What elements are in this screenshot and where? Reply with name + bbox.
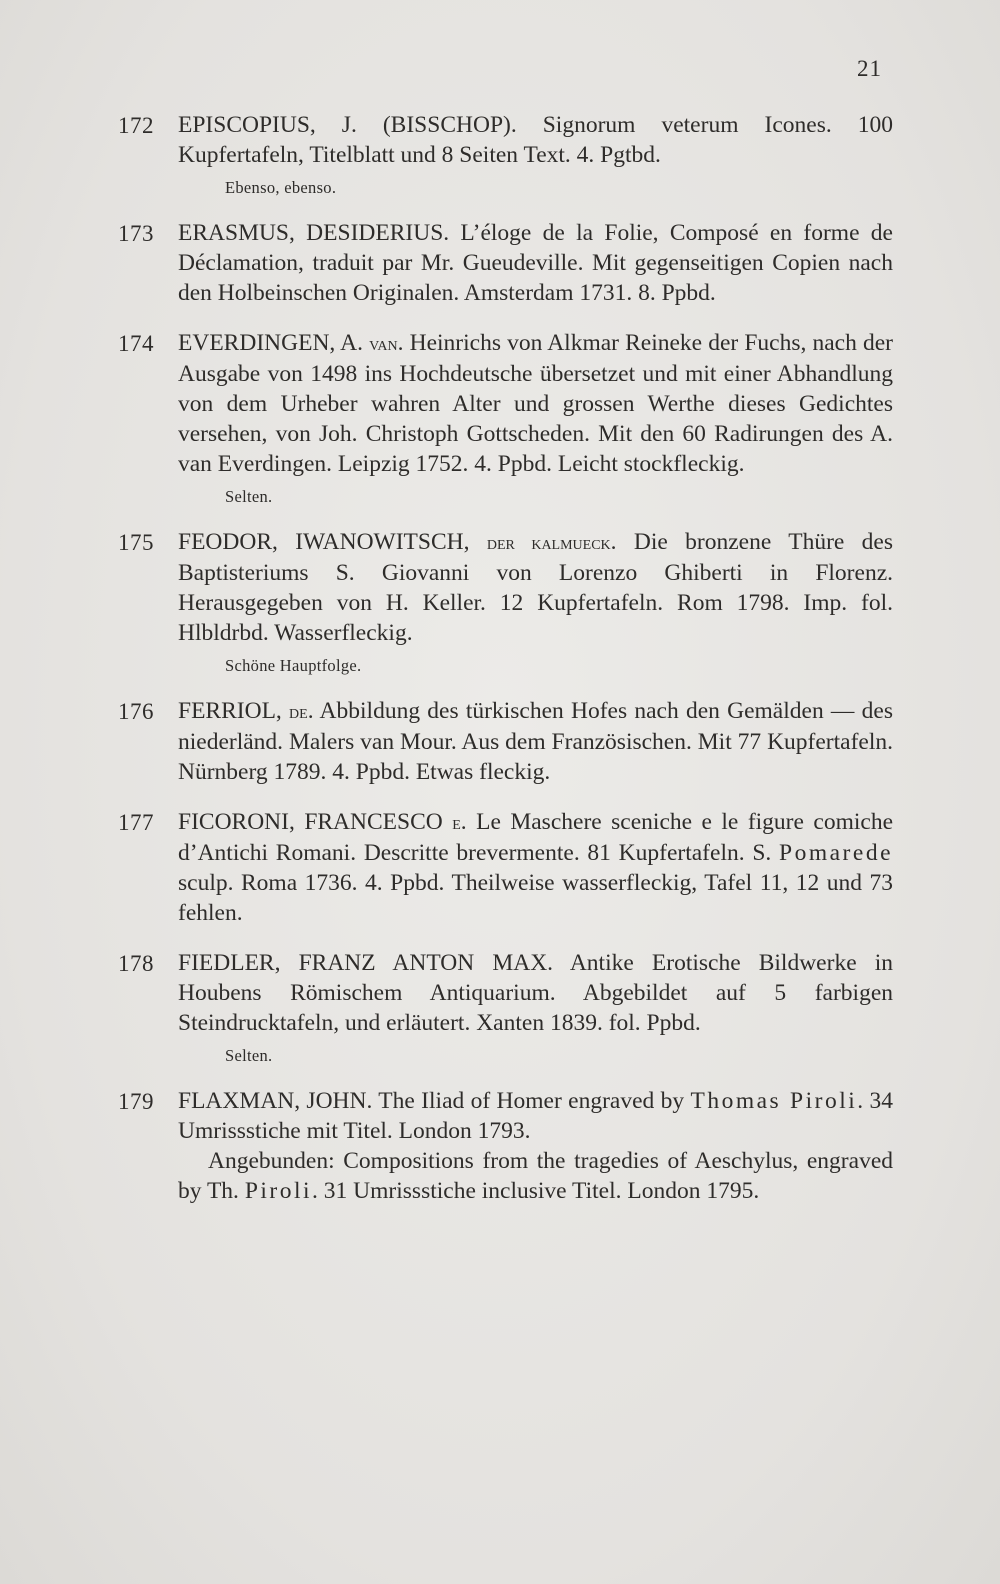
- entry-text-smallcaps: e: [452, 812, 461, 834]
- catalog-entry-178: [118, 948, 893, 1066]
- entry-number: 176: [118, 699, 154, 724]
- catalog-entry-173: [118, 218, 893, 308]
- entry-text-part: . Die bronzene Thüre des Baptisteriums S. Giovanni von Lorenzo Ghiberti in Florenz. Herausgegeben von H. Keller. 12 Kupfertafeln. Rom 1798. Imp. fol. Hlbldrbd. Wasserfleckig.: [178, 529, 893, 646]
- entry-text: [178, 807, 893, 928]
- catalog-entry-179: [118, 1086, 893, 1206]
- entry-text-part: . Abbildung des türkischen Hofes nach den Gemälden — des niederländ. Malers van Mour. Aus dem Französischen. Mit 77 Kupfertafeln. Nürnberg 1789. 4. Ppbd. Etwas fleckig.: [178, 698, 893, 785]
- entry-number: 178: [118, 951, 154, 976]
- catalog-entry-175: [118, 527, 893, 676]
- entry-text-part: FERRIOL,: [178, 698, 290, 724]
- catalog-entry-177: [118, 807, 893, 928]
- entry-text-smallcaps: der kalmueck: [486, 532, 611, 554]
- entry-text: [178, 696, 893, 787]
- entry-number: 173: [118, 221, 154, 246]
- page-number: 21: [857, 56, 882, 81]
- entry-text-part: Angebunden: Compositions from the tragedies of Aeschylus, engraved by Th.: [178, 1148, 893, 1204]
- entry-text: ERASMUS, DESIDERIUS. L’éloge de la Folie, Composé en forme de Déclamation, traduit par Mr. Gueudeville. Mit gegenseitigen Copien nach den Holbeinschen Originalen. Amsterdam 1731. 8. Ppbd.: [178, 220, 893, 306]
- entry-number: 177: [118, 810, 154, 835]
- entry-text: [178, 527, 893, 648]
- entry-note: Schöne Hauptfolge.: [225, 656, 362, 675]
- entry-note: Selten.: [225, 1046, 273, 1065]
- catalog-entries: [118, 110, 893, 1226]
- entry-text-part: sculp. Roma 1736. 4. Ppbd. Theilweise wasserfleckig, Tafel 11, 12 und 73 fehlen.: [178, 870, 893, 926]
- entry-text-part: . Le Maschere sceniche e le figure comiche d’Antichi Romani. Descritte brevermente. 81 Kupfertafeln. S.: [178, 809, 893, 866]
- entry-note: Selten.: [225, 487, 273, 506]
- entry-text-spaced: Thomas Piroli: [690, 1088, 858, 1114]
- entry-text-smallcaps: de: [289, 701, 308, 723]
- entry-text-part: . 34 Umrissstiche mit Titel. London 1793.: [178, 1088, 893, 1144]
- entry-text-part: . 31 Umrissstiche inclusive Titel. London 1795.: [312, 1178, 760, 1204]
- entry-text: EPISCOPIUS, J. (BISSCHOP). Signorum veterum Icones. 100 Kupfertafeln, Titelblatt und 8 Seiten Text. 4. Pgtbd.: [178, 112, 893, 168]
- entry-text: FIEDLER, FRANZ ANTON MAX. Antike Erotische Bildwerke in Houbens Römischem Antiquarium. Abgebildet auf 5 farbigen Steindrucktafeln, und erläutert. Xanten 1839. fol. Ppbd.: [178, 950, 893, 1036]
- catalog-entry-176: [118, 696, 893, 787]
- entry-text-spaced: Piroli: [244, 1178, 313, 1204]
- entry-text-smallcaps: van: [369, 333, 398, 355]
- entry-text-part: EVERDINGEN, A.: [178, 330, 370, 356]
- entry-continuation: [178, 1146, 893, 1206]
- entry-text: [178, 328, 893, 479]
- entry-text-spaced: Pomarede: [779, 840, 893, 866]
- catalog-entry-174: [118, 328, 893, 507]
- entry-text-part: FLAXMAN, JOHN. The Iliad of Homer engraved by: [178, 1088, 691, 1114]
- entry-number: 174: [118, 331, 154, 356]
- entry-number: 172: [118, 113, 154, 138]
- entry-note: Ebenso, ebenso.: [225, 178, 337, 197]
- entry-text-part: FICORONI, FRANCESCO: [178, 809, 453, 835]
- entry-text: [178, 1086, 893, 1146]
- entry-number: 175: [118, 530, 154, 555]
- catalog-entry-172: [118, 110, 893, 198]
- entry-text-part: FEODOR, IWANOWITSCH,: [178, 529, 487, 555]
- entry-text-part: . Heinrichs von Alkmar Reineke der Fuchs, nach der Ausgabe von 1498 ins Hochdeutsche übersetzet und mit einer Abhandlung von dem Urheber wahren Alter und grossen Werthe dieses Gedichtes versehen, von Joh. Christoph Gottscheden. Mit den 60 Radirungen des A. van Everdingen. Leipzig 1752. 4. Ppbd. Leicht stockfleckig.: [178, 330, 893, 477]
- entry-number: 179: [118, 1089, 154, 1114]
